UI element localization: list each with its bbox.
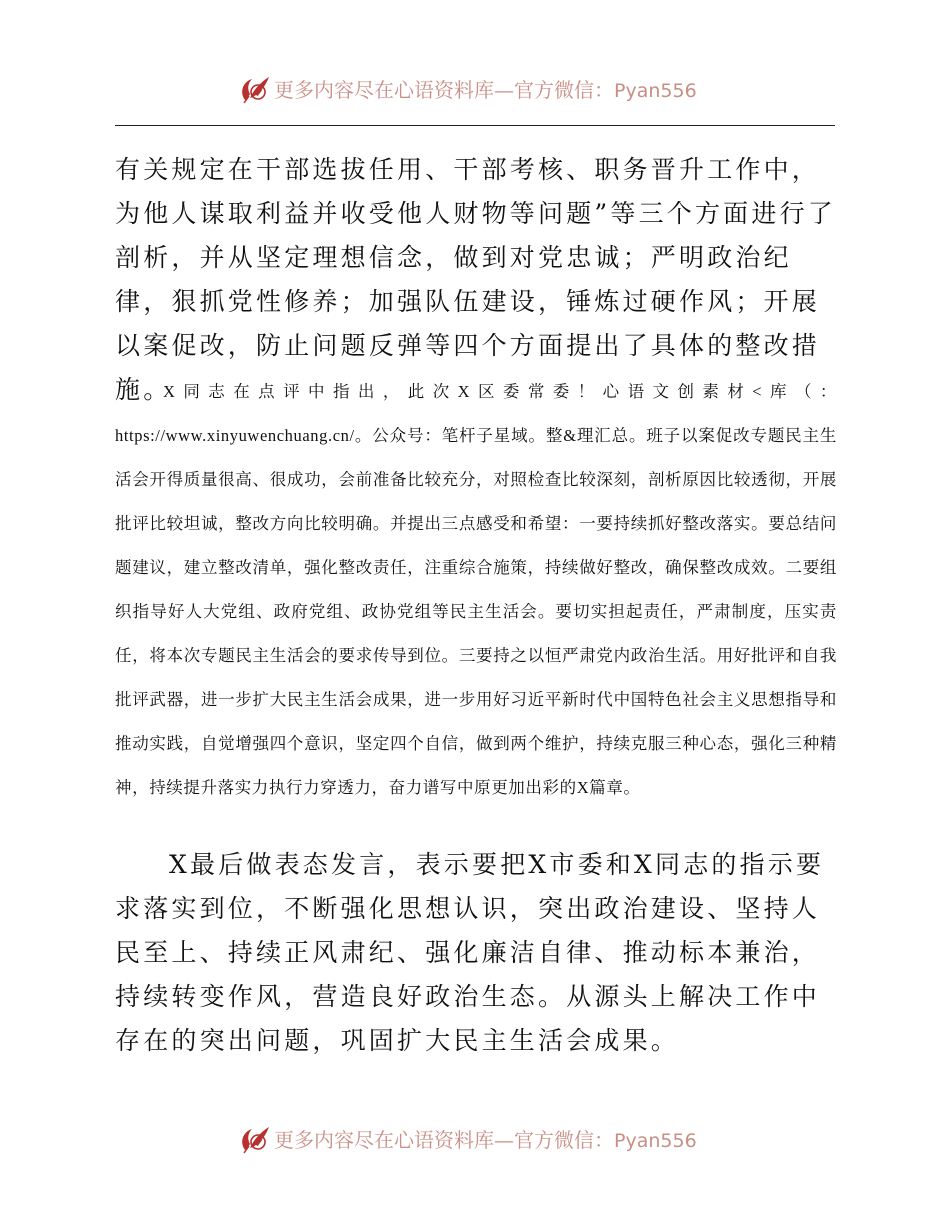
header-watermark-text: 更多内容尽在心语资料库—官方微信： <box>274 77 614 102</box>
footer-watermark-text: 更多内容尽在心语资料库—官方微信： <box>274 1127 614 1152</box>
header-wechat-id: Pyan556 <box>614 79 697 102</box>
footer-wechat-id: Pyan556 <box>614 1129 697 1152</box>
feather-quill-logo-icon <box>236 72 272 108</box>
footer-watermark-inner <box>236 1120 697 1160</box>
paragraph-comments: X同志在点评中指出，此次X区委常委！心语文创素材<库（：https://www.xinyuwenchuang.cn/。公众号：笔杆子星域。整&理汇总。班子以案促改专题民主生活会开得质量很高、很成功，会前准备比较充分，对照检查比较深刻，剖析原因比较透彻，开展批评比较坦诚，整改方向比较明确。并提出三点感受和希望：一要持续抓好整改落实。要总结问题建议，建立整改清单，强化整改责任，注重综合施策，持续做好整改，确保整改成效。二要组织指导好人大党组、政府党组、政协党组等民主生活会。要切实担起责任，严肃制度，压实责任，将本次专题民主生活会的要求传导到位。三要持之以恒严肃党内政治生活。用好批评和自我批评武器，进一步扩大民主生活会成果，进一步用好习近平新时代中国特色社会主义思想指导和推动实践，自觉增强四个意识，坚定四个自信，做到两个维护，持续克服三种心态，强化三种精神，持续提升落实力执行力穿透力，奋力谱写中原更加出彩的X篇章。 <box>115 382 837 797</box>
header-divider <box>115 125 835 126</box>
header-watermark <box>0 70 950 110</box>
footer-watermark <box>0 1120 950 1160</box>
paragraph-rectification-measures: 有关规定在干部选拔任用、干部考核、职务晋升工作中，为他人谋取利益并收受他人财物等问题”等三个方面进行了剖析，并从坚定理想信念，做到对党忠诚；严明政治纪律，狠抓党性修养；加强队伍建设，锤炼过硬作风；开展以案促改，防止问题反弹等四个方面提出了具体的整改措施。 <box>115 155 836 404</box>
header-watermark-inner <box>236 70 697 110</box>
feather-quill-logo-icon <box>236 1122 272 1158</box>
paragraph-closing-statement: X最后做表态发言，表示要把X市委和X同志的指示要求落实到位，不断强化思想认识，突出政治建设、坚持人民至上、持续正风肃纪、强化廉洁自律、推动标本兼治，持续转变作风，营造良好政治生态。从源头上解决工作中存在的突出问题，巩固扩大民主生活会成果。 <box>115 850 825 1055</box>
